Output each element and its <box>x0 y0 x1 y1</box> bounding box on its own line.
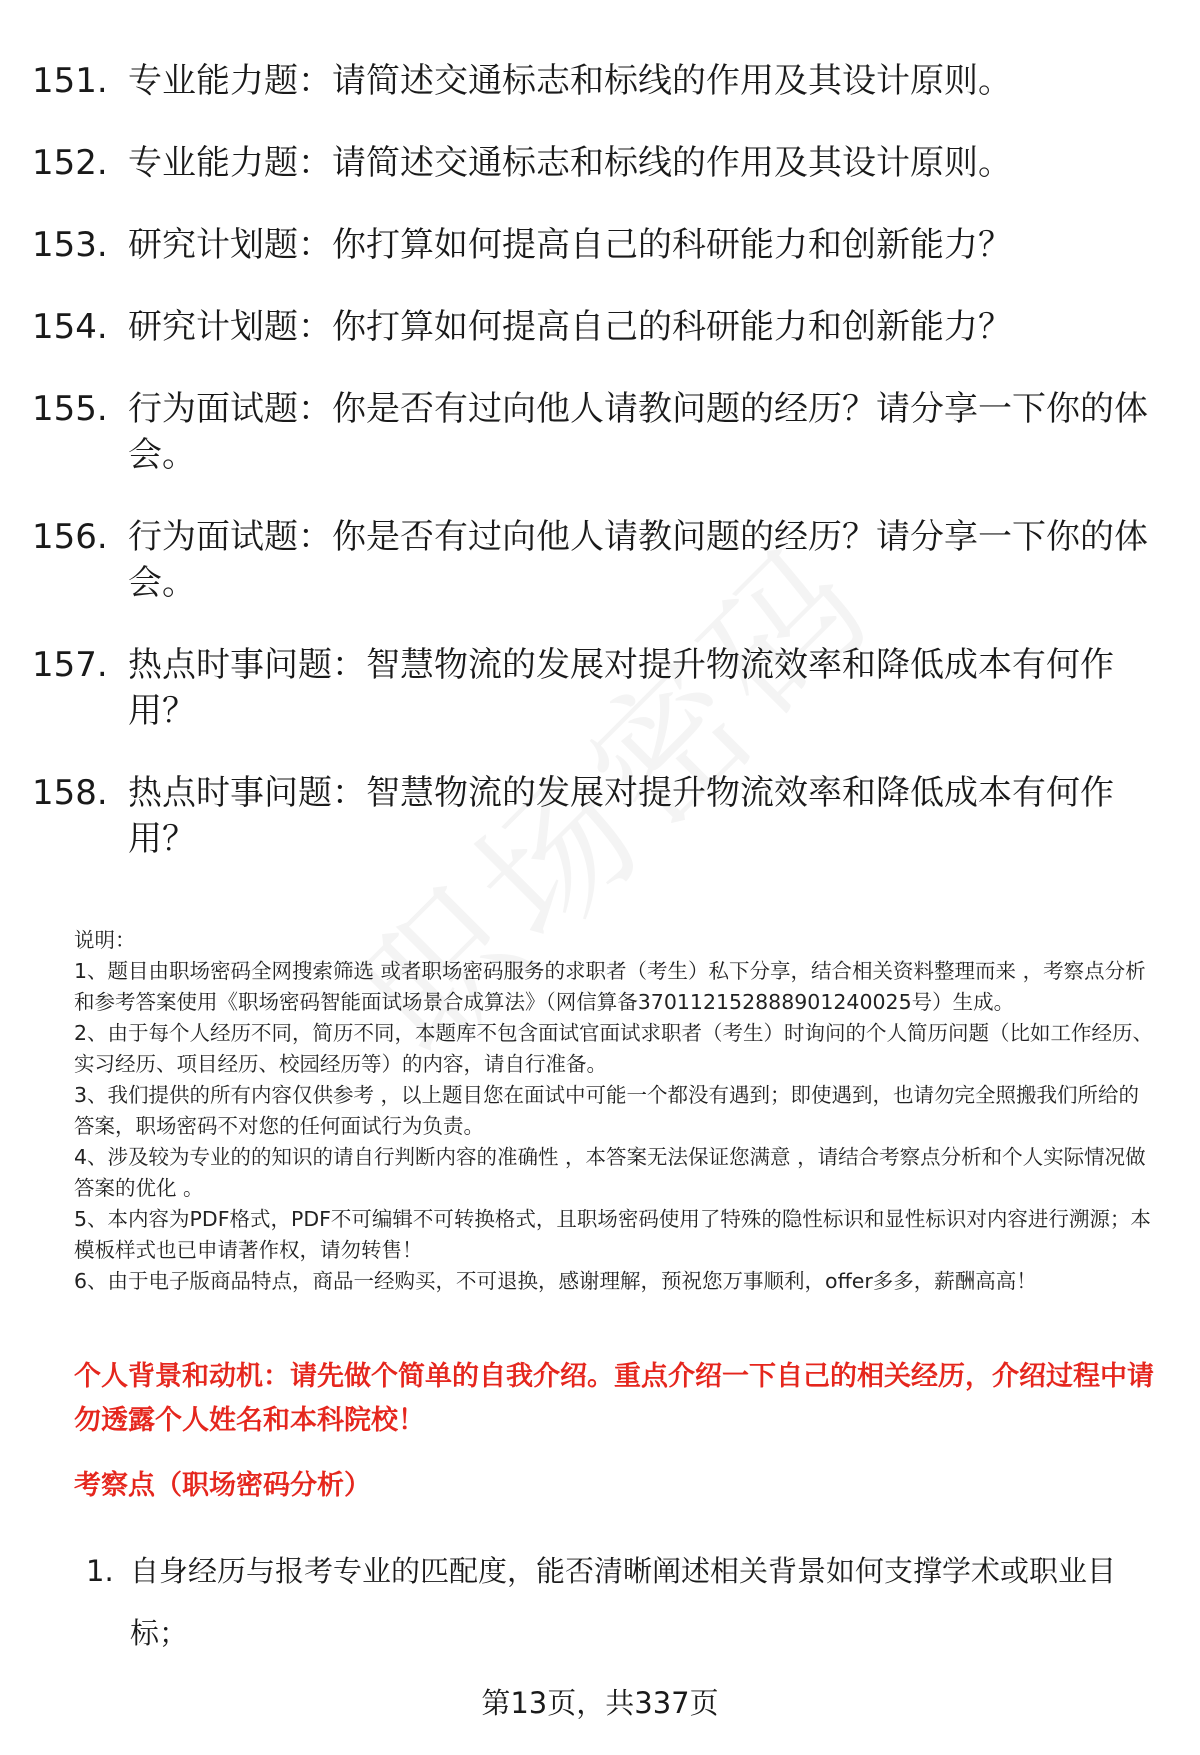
question-text: 行为面试题：你是否有过向他人请教问题的经历？请分享一下你的体会。 <box>128 389 1148 475</box>
note-item: 2、由于每个人经历不同，简历不同，本题库不包含面试官面试求职者（考生）时询问的个人简历问题（比如工作经历、实习经历、项目经历、校园经历等）的内容，请自行准备。 <box>74 1021 1154 1076</box>
question-item <box>32 770 1152 862</box>
question-list <box>32 58 1152 898</box>
question-number: 152. <box>32 143 108 183</box>
question-item <box>32 642 1152 734</box>
question-number: 154. <box>32 307 108 347</box>
question-item <box>32 58 1152 104</box>
notes-heading: 说明： <box>74 928 136 952</box>
notes-section <box>74 925 1154 1297</box>
question-item <box>32 222 1152 268</box>
note-item: 3、我们提供的所有内容仅供参考 ，以上题目您在面试中可能一个都没有遇到；即使遇到，也请勿完全照搬我们所给的答案，职场密码不对您的任何面试行为负责。 <box>74 1083 1140 1138</box>
question-number: 155. <box>32 389 108 429</box>
question-text: 行为面试题：你是否有过向他人请教问题的经历？请分享一下你的体会。 <box>128 517 1148 603</box>
section-heading: 考察点（职场密码分析） <box>74 1470 371 1501</box>
point-text: 自身经历与报考专业的匹配度，能否清晰阐述相关背景如何支撑学术或职业目标； <box>130 1554 1117 1650</box>
question-number: 158. <box>32 773 108 813</box>
section-question: 个人背景和动机：请先做个简单的自我介绍。重点介绍一下自己的相关经历，介绍过程中请勿透露个人姓名和本科院校！ <box>74 1361 1154 1436</box>
question-text: 专业能力题：请简述交通标志和标线的作用及其设计原则。 <box>128 143 1012 183</box>
question-item <box>32 304 1152 350</box>
question-number: 151. <box>32 61 108 101</box>
question-text: 热点时事问题：智慧物流的发展对提升物流效率和降低成本有何作用？ <box>128 645 1114 731</box>
question-number: 156. <box>32 517 108 557</box>
question-item <box>32 140 1152 186</box>
note-item: 5、本内容为PDF格式，PDF不可编辑不可转换格式，且职场密码使用了特殊的隐性标识和显性标识对内容进行溯源；本模板样式也已申请著作权，请勿转售！ <box>74 1207 1151 1262</box>
question-text: 研究计划题：你打算如何提高自己的科研能力和创新能力？ <box>128 225 1012 265</box>
question-text: 热点时事问题：智慧物流的发展对提升物流效率和降低成本有何作用？ <box>128 773 1114 859</box>
question-item <box>32 386 1152 478</box>
page-footer: 第13页，共337页 <box>481 1686 719 1720</box>
question-number: 153. <box>32 225 108 265</box>
note-item: 6、由于电子版商品特点，商品一经购买，不可退换，感谢理解，预祝您万事顺利，offer多多，薪酬高高！ <box>74 1269 1037 1293</box>
question-number: 157. <box>32 645 108 685</box>
question-text: 专业能力题：请简述交通标志和标线的作用及其设计原则。 <box>128 61 1012 101</box>
analysis-point <box>86 1540 1156 1664</box>
point-number: 1. <box>86 1554 114 1588</box>
question-text: 研究计划题：你打算如何提高自己的科研能力和创新能力？ <box>128 307 1012 347</box>
question-item <box>32 514 1152 606</box>
note-item: 1、题目由职场密码全网搜索筛选 或者职场密码服务的求职者（考生）私下分享，结合相关资料整理而来 ，考察点分析和参考答案使用《职场密码智能面试场景合成算法》（网信算备370112152888901240025号）生成。 <box>74 959 1146 1014</box>
note-item: 4、涉及较为专业的的知识的请自行判断内容的准确性 ，本答案无法保证您满意 ，请结合考察点分析和个人实际情况做答案的优化 。 <box>74 1145 1146 1200</box>
